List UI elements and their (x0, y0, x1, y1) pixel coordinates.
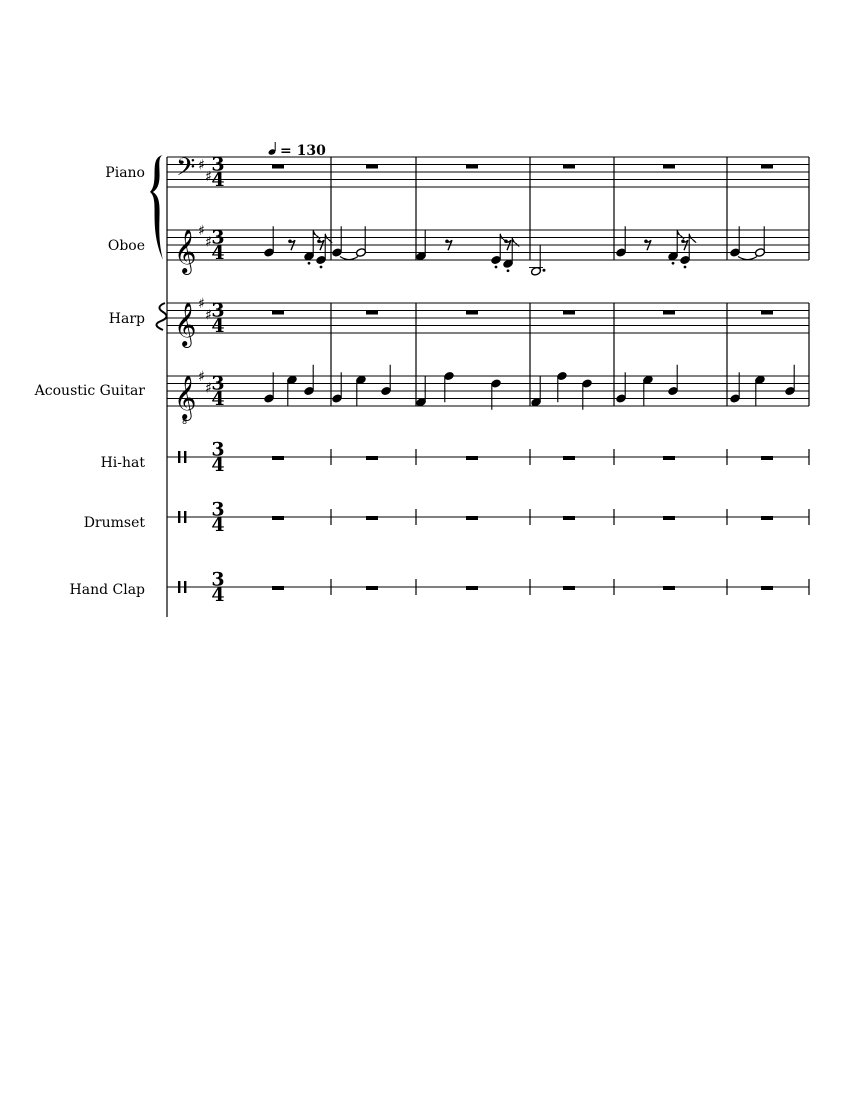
note-g3 (331, 372, 342, 403)
note-b3 (380, 365, 391, 396)
instrument-label-harp: Harp (108, 311, 145, 327)
staff-piano (167, 153, 809, 260)
whole-rest (663, 586, 675, 590)
whole-rest (366, 311, 378, 315)
staccato-dot (684, 266, 687, 269)
note-g4 (754, 226, 765, 257)
key-signature-sharp: ♯ (198, 223, 205, 239)
instrument-label-piano: Piano (105, 165, 145, 181)
staccato-dot (495, 266, 498, 269)
tempo-text: = 130 (280, 143, 326, 159)
percussion-clef-icon (184, 451, 186, 463)
key-signature-sharp: ♯ (198, 157, 205, 174)
whole-rest (272, 311, 284, 315)
percussion-clef-icon (184, 581, 186, 593)
note-e4 (315, 234, 332, 269)
treble-clef-icon: 𝄞 (174, 375, 197, 419)
time-signature-numerator: 3 (211, 299, 225, 322)
staccato-dot (320, 266, 323, 269)
tie (738, 257, 757, 260)
whole-rest (272, 456, 284, 460)
percussion-clef-icon (178, 451, 180, 463)
instrument-label-acoustic-guitar: Acoustic Guitar (34, 383, 145, 399)
staff-hihat (167, 439, 809, 477)
flag (689, 234, 696, 243)
staccato-dot (672, 262, 675, 265)
note-g4 (615, 226, 626, 257)
staccato-dot (507, 269, 510, 272)
note-e4 (754, 375, 765, 406)
whole-rest (466, 165, 478, 169)
whole-rest (563, 516, 575, 520)
time-signature-denominator: 4 (211, 454, 225, 476)
time-signature-numerator: 3 (211, 498, 225, 521)
whole-rest (272, 516, 284, 520)
note-b3 (529, 245, 546, 276)
whole-rest (272, 165, 284, 169)
whole-rest (663, 456, 675, 460)
note-b3 (784, 365, 795, 396)
note-g4 (331, 226, 342, 257)
time-signature-numerator: 3 (211, 372, 225, 395)
whole-rest (563, 165, 575, 169)
time-signature-numerator: 3 (211, 438, 225, 461)
time-signature-denominator: 4 (211, 514, 225, 536)
eighth-rest-dot (288, 239, 292, 243)
treble-clef-icon: 𝄞 (174, 302, 197, 346)
treble-clef-icon: 𝄞 (174, 229, 197, 273)
time-signature-denominator: 4 (211, 169, 225, 191)
whole-rest (761, 586, 773, 590)
whole-rest (663, 516, 675, 520)
tie (340, 257, 358, 260)
key-signature-sharp: ♯ (205, 168, 212, 185)
tempo-marking (268, 142, 326, 159)
staccato-dot (308, 262, 311, 265)
staff-handclap (167, 569, 809, 607)
whole-rest (272, 586, 284, 590)
instrument-label-drumset: Drumset (83, 515, 145, 531)
octave-marker: 8 (182, 417, 188, 426)
note-e4 (355, 375, 366, 406)
percussion-clef-icon (178, 581, 180, 593)
note-g3 (615, 372, 626, 403)
key-signature-sharp: ♯ (198, 369, 205, 385)
bass-clef-icon: 𝄢 (176, 153, 196, 188)
instrument-label-oboe: Oboe (107, 238, 145, 254)
whole-rest (761, 311, 773, 315)
note-d4 (490, 379, 501, 410)
note-f-sharp4 (415, 230, 426, 261)
whole-rest (563, 311, 575, 315)
note-b3 (667, 365, 678, 396)
note-g3 (729, 372, 740, 403)
note-f-sharp4 (443, 371, 454, 402)
whole-rest (466, 311, 478, 315)
key-signature-sharp: ♯ (198, 296, 205, 312)
staff-drumset (167, 499, 809, 537)
time-signature-numerator: 3 (211, 153, 225, 176)
instrument-labels (34, 165, 146, 598)
staff-oboe (167, 223, 809, 275)
instrument-label-hand-clap: Hand Clap (69, 582, 145, 598)
note-f-sharp3 (530, 376, 541, 407)
whole-rest (563, 456, 575, 460)
whole-rest (761, 516, 773, 520)
whole-rest (466, 586, 478, 590)
harp-bracket (156, 303, 166, 330)
whole-rest (366, 165, 378, 169)
quarter-note-icon (268, 142, 277, 156)
eighth-rest-dot (644, 239, 648, 243)
note-g4 (729, 226, 740, 257)
time-signature-denominator: 4 (211, 388, 225, 410)
whole-rest (366, 456, 378, 460)
time-signature-denominator: 4 (211, 242, 225, 264)
piano-brace (150, 155, 163, 260)
whole-rest (663, 311, 675, 315)
system-frame (150, 153, 809, 617)
percussion-clef-icon (178, 511, 180, 523)
key-signature-sharp: ♯ (205, 307, 212, 324)
note-e4 (286, 375, 297, 406)
whole-rest (466, 456, 478, 460)
key-signature-sharp: ♯ (205, 234, 212, 251)
eighth-rest-dot (445, 239, 449, 243)
augmentation-dot (543, 269, 546, 272)
whole-rest (761, 165, 773, 169)
staff-harp (167, 296, 809, 406)
whole-rest (563, 586, 575, 590)
note-f-sharp4 (556, 371, 567, 402)
note-f-sharp3 (415, 376, 426, 407)
time-signature-numerator: 3 (211, 568, 225, 591)
time-signature-denominator: 4 (211, 315, 225, 337)
time-signature-denominator: 4 (211, 584, 225, 606)
note-g3 (263, 372, 274, 403)
whole-rest (663, 165, 675, 169)
instrument-label-hi-hat: Hi-hat (100, 455, 145, 471)
eighth-rest-dot (317, 239, 321, 243)
eighth-rest-dot (681, 239, 685, 243)
note-d4 (581, 379, 592, 410)
whole-rest (466, 516, 478, 520)
note-e4 (642, 375, 653, 406)
time-signature-numerator: 3 (211, 226, 225, 249)
note-e4 (679, 234, 696, 269)
percussion-clef-icon (184, 511, 186, 523)
key-signature-sharp: ♯ (205, 380, 212, 397)
staff-guitar (167, 369, 809, 426)
note-g4 (263, 226, 274, 257)
whole-rest (761, 456, 773, 460)
note-g4 (355, 226, 366, 257)
whole-rest (366, 516, 378, 520)
whole-rest (366, 586, 378, 590)
note-b3 (303, 365, 314, 396)
eighth-rest-dot (504, 239, 508, 243)
